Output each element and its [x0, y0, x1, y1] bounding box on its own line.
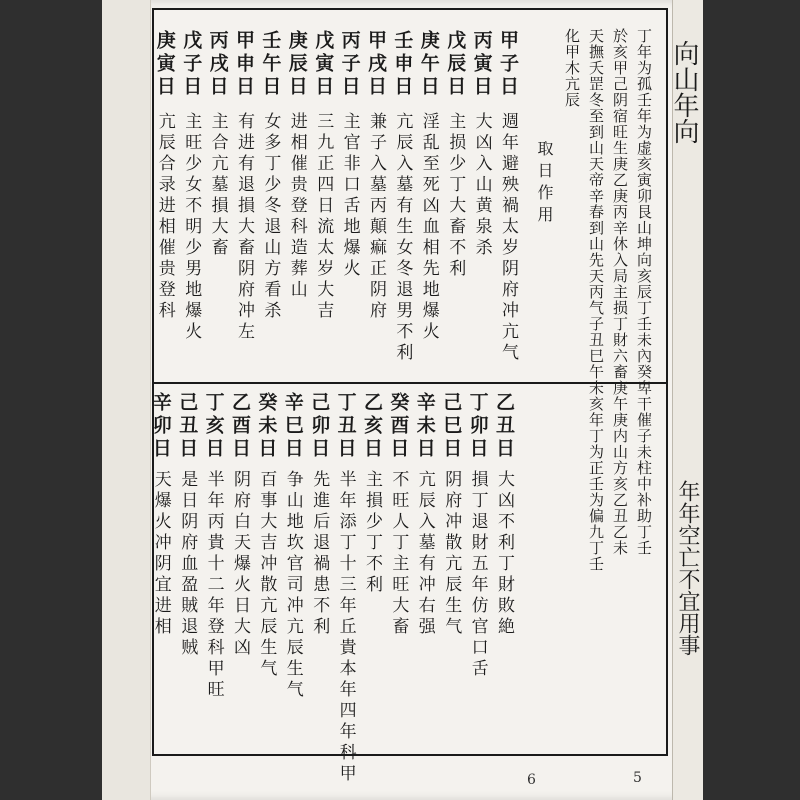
date-label: 乙丑日	[493, 392, 515, 461]
date-label: 癸酉日	[387, 392, 410, 461]
date-label: 戊子日	[180, 30, 203, 99]
right-page-top-text: 向山年向	[669, 40, 699, 144]
date-label: 戊辰日	[444, 30, 467, 99]
page-margin-strip	[102, 0, 151, 800]
date-description: 是日阴府血盈賊退贼	[177, 470, 198, 659]
date-description: 損丁退財五年仿官口舌	[467, 470, 488, 680]
date-label: 乙酉日	[229, 392, 251, 461]
intro-column: 於亥甲己阴宿旺生庚乙庚丙辛休入局主损丁財六畜庚午庚内山方亥乙丑乙未	[611, 28, 629, 556]
date-label: 丙戌日	[206, 30, 229, 99]
date-description: 不旺人丁主旺大畜	[388, 470, 409, 638]
date-label: 丁丑日	[334, 392, 357, 461]
page-number-left: 6	[527, 772, 536, 788]
date-description: 天爆火冲阴宜进相	[150, 470, 171, 638]
date-label: 戊寅日	[312, 30, 335, 99]
date-label: 己巳日	[440, 392, 463, 461]
date-description: 主損少丁不利	[362, 470, 382, 596]
date-label: 辛巳日	[281, 392, 304, 461]
date-label: 己卯日	[308, 392, 331, 461]
date-description: 淫乱至死凶血相先地爆火	[418, 112, 439, 343]
date-label: 乙亥日	[361, 392, 383, 461]
date-description: 大凶入山黄泉杀	[471, 112, 492, 259]
intro-column: 丁年为孤壬年为虚亥寅卯艮山坤向亥辰丁壬未內癸卑干催子未柱中补助丁壬	[635, 28, 653, 556]
date-description: 亢辰入墓有冲右强	[414, 470, 435, 638]
date-description: 亢辰入墓有生女冬退男不利	[392, 112, 413, 364]
date-label: 壬申日	[391, 30, 414, 99]
date-description: 亢辰合录进相催贵登科	[154, 112, 175, 322]
date-label: 丁亥日	[202, 392, 225, 461]
right-page-bottom-text: 年年空亡不宜用事	[675, 480, 700, 656]
date-description: 三九正四日流太岁大吉	[313, 112, 334, 322]
date-label: 辛未日	[413, 392, 436, 461]
date-description: 阴府冲散亢辰生气	[441, 470, 462, 638]
intro-column: 化甲木亢辰	[563, 28, 581, 108]
date-description: 有进有退損大畜阴府冲左	[234, 112, 254, 343]
date-label: 庚辰日	[285, 30, 308, 99]
date-description: 大凶不利丁財敗絶	[494, 470, 514, 638]
intro-column: 天撫夭罡冬至到山天帝辛春到山先天丙气子丑巳午未亥年丁为正壬为偏九丁壬	[587, 28, 605, 572]
date-description: 阴府白天爆火日大凶	[230, 470, 250, 659]
date-description: 女多丁少冬退山方看杀	[260, 112, 281, 322]
date-description: 週年避殃禍太岁阴府冲亢气	[498, 112, 518, 364]
date-label: 庚午日	[417, 30, 440, 99]
date-description: 主官非口舌地爆火	[339, 112, 360, 280]
date-description: 百事大吉冲散亢辰生气	[256, 470, 277, 680]
date-label: 丁卯日	[466, 392, 489, 461]
date-description: 半年添丁十三年丘貴本年四年科甲	[335, 470, 356, 785]
date-description: 先進后退禍患不利	[309, 470, 330, 638]
right-page-edge	[669, 0, 703, 800]
date-label: 丙寅日	[470, 30, 493, 99]
page-title: 取日作用	[535, 140, 554, 228]
date-description: 半年丙貴十二年登科甲旺	[203, 470, 224, 701]
date-label: 癸未日	[255, 392, 278, 461]
date-description: 主合亢墓損大畜	[207, 112, 228, 259]
date-label: 甲子日	[497, 30, 519, 99]
date-label: 丙子日	[338, 30, 361, 99]
date-label: 庚寅日	[153, 30, 176, 99]
date-label: 壬午日	[259, 30, 282, 99]
date-label: 己丑日	[176, 392, 199, 461]
date-description: 争山地坎官司冲亢辰生气	[282, 470, 303, 701]
date-description: 进相催贵登科造葬山	[286, 112, 307, 301]
page-number-right: 5	[633, 770, 642, 786]
date-description: 兼子入墓丙顛痲正阴府	[366, 112, 386, 322]
date-description: 主旺少女不明少男地爆火	[181, 112, 202, 343]
date-label: 甲戌日	[365, 30, 387, 99]
date-label: 辛卯日	[149, 392, 172, 461]
date-label: 甲申日	[233, 30, 255, 99]
date-description: 主损少丁大畜不利	[445, 112, 466, 280]
